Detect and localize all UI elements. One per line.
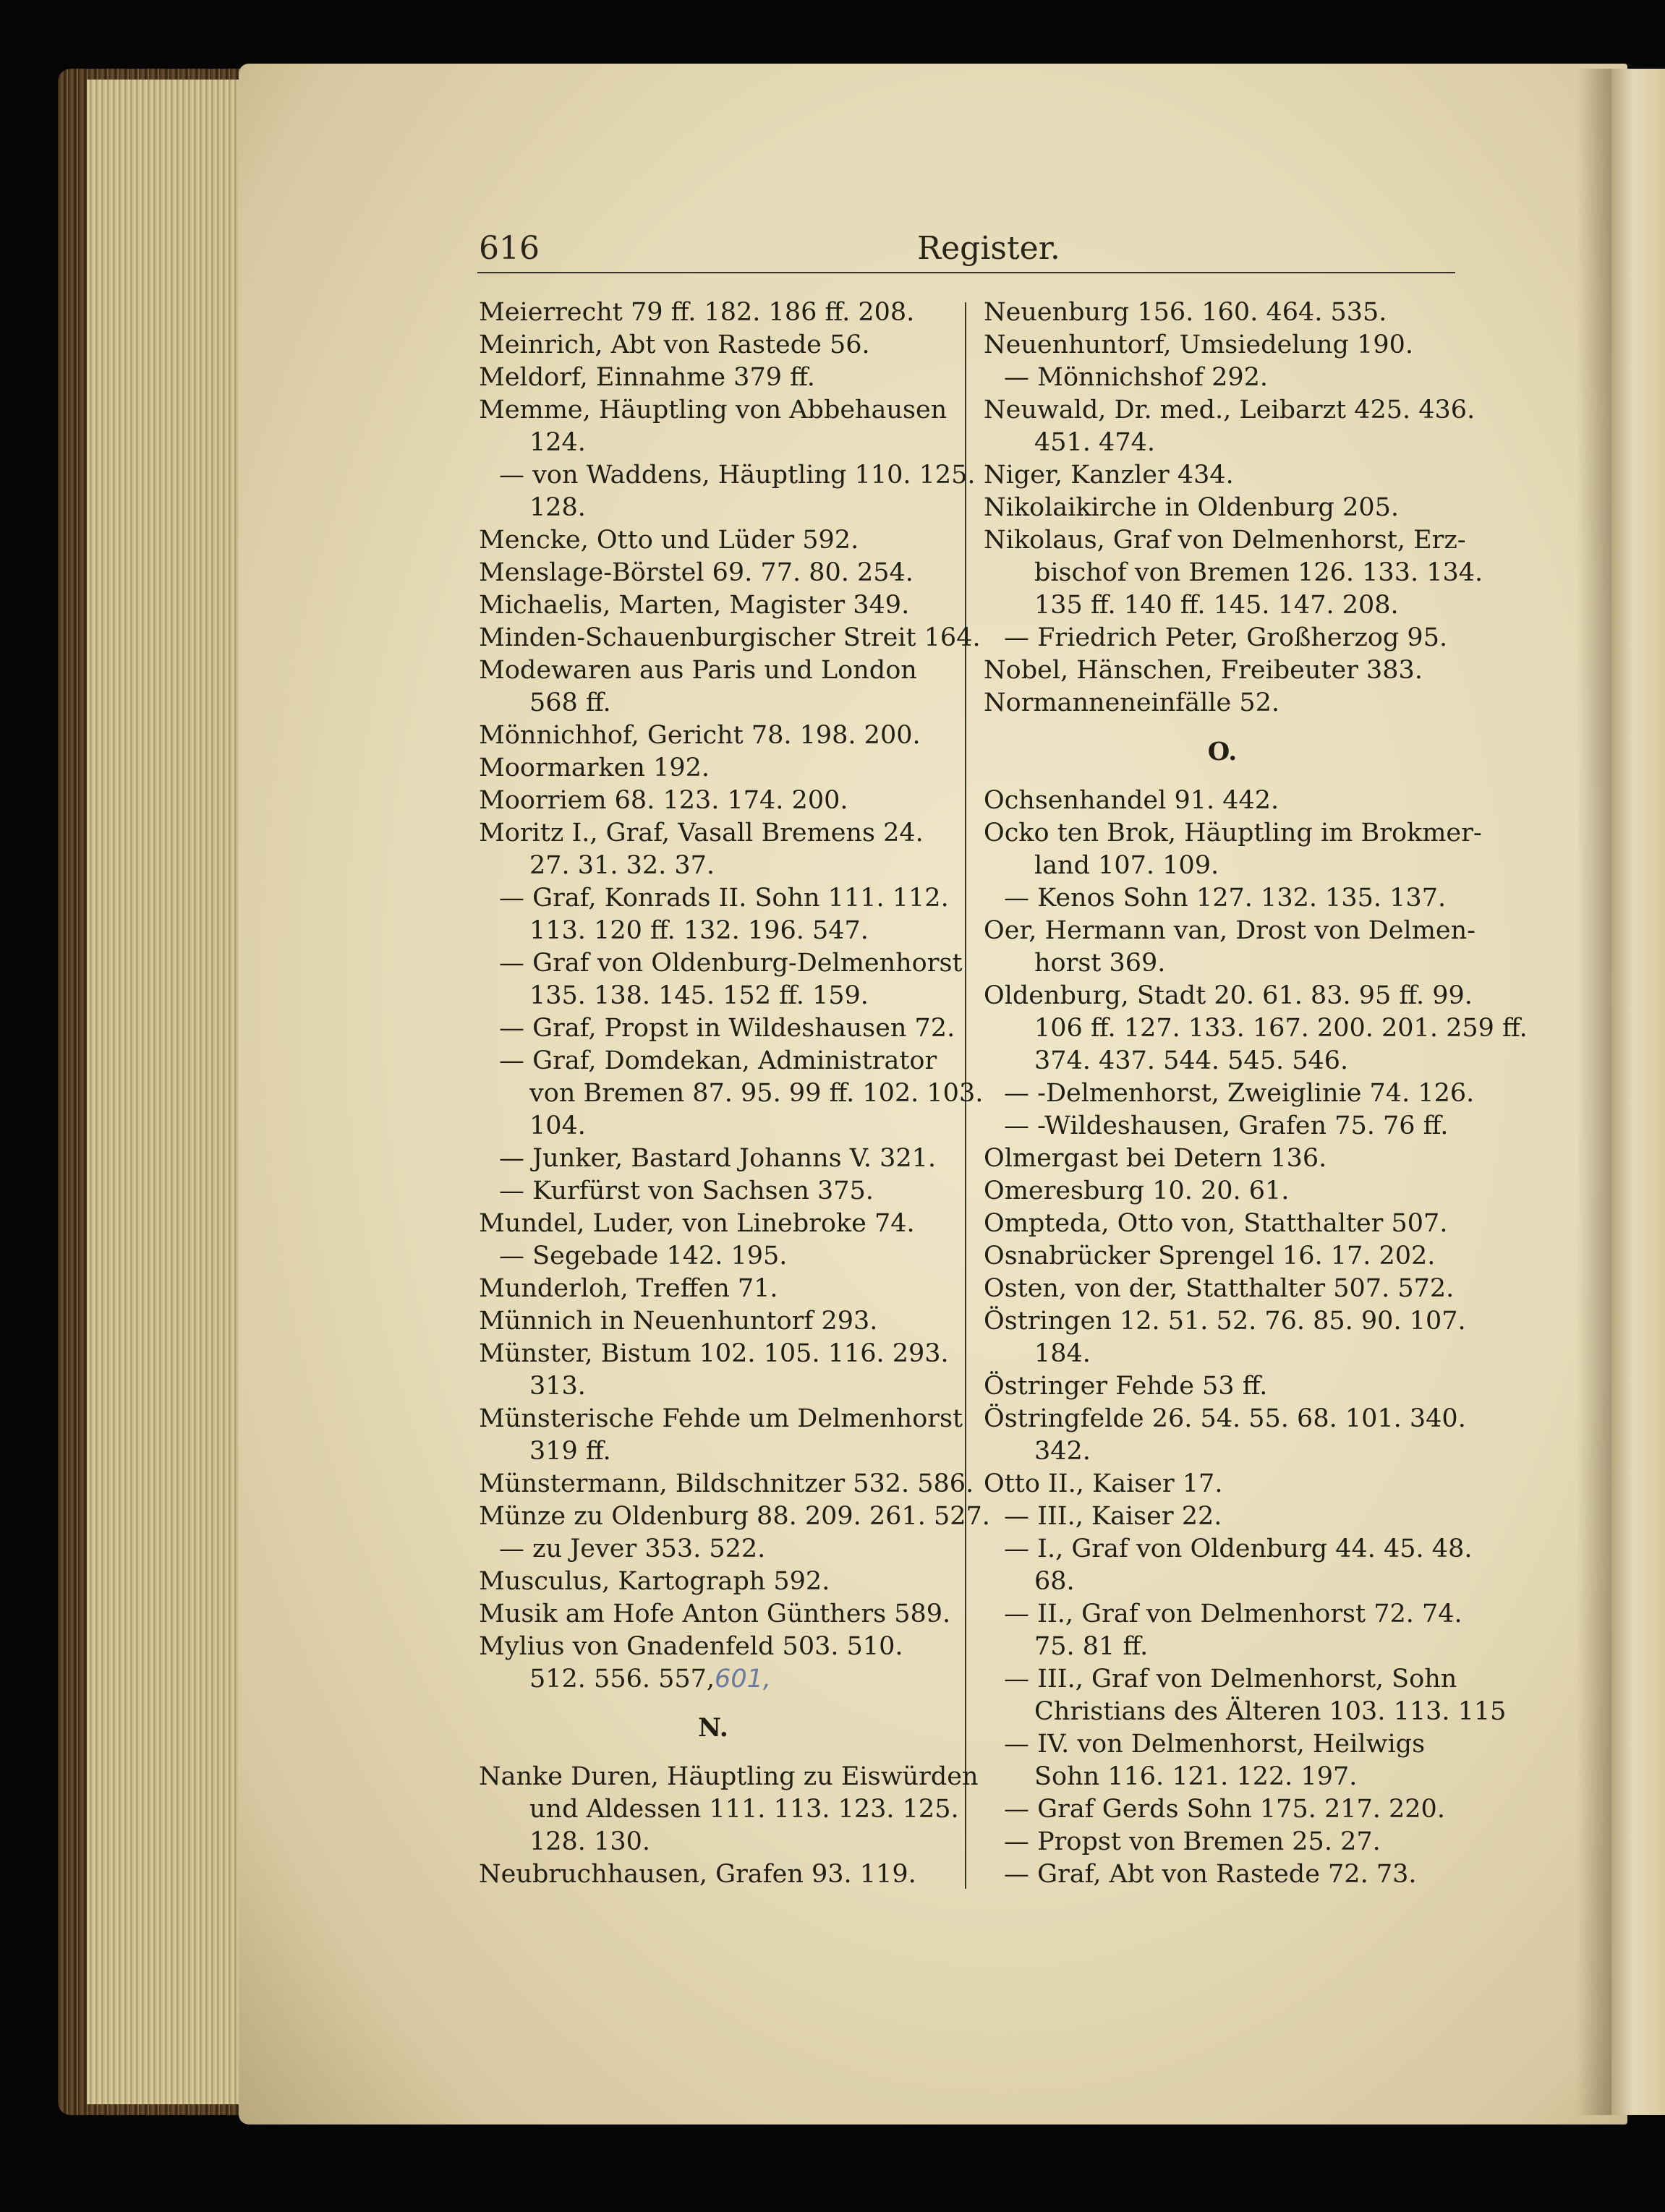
index-entry-text: — -Delmenhorst, Zweiglinie 74. 126. [1004,1079,1475,1108]
index-entry [479,1598,951,1631]
index-entry-text: — Segebade 142. 195. [499,1242,788,1271]
index-entry-text: Oldenburg, Stadt 20. 61. 83. 95 ff. 99. [984,981,1473,1010]
index-entry-text: — I., Graf von Oldenburg 44. 45. 48. [1004,1534,1473,1563]
index-column-left [479,296,990,1891]
index-entry [479,1533,948,1566]
index-entry [984,459,1461,492]
index-entry-text: 124. [529,428,586,457]
index-entry-continuation [984,1012,1528,1045]
index-entry-text: — Friedrich Peter, Großherzog 95. [1004,623,1448,652]
index-entry-text: Menslage-Börstel 69. 77. 80. 254. [479,558,914,587]
index-entry-text: Nikolaus, Graf von Delmenhorst, Erz- [984,526,1466,555]
index-entry-text: 135. 138. 145. 152 ff. 159. [529,981,869,1010]
facing-page-edge [1611,69,1665,2115]
index-entry-text: 313. [529,1372,586,1401]
index-entry [984,492,1461,524]
index-entry [984,296,1461,329]
index-entry-text: Neuenhuntorf, Umsiedelung 190. [984,330,1413,359]
index-entry [984,1663,1461,1696]
index-entry-text: — Mönnichshof 292. [1004,363,1269,392]
index-entry-text: — Junker, Bastard Johanns V. 321. [499,1144,937,1173]
index-entry-text: Niger, Kanzler 434. [984,461,1234,490]
running-head: Register. [917,230,1060,267]
index-entry-text: Östringer Fehde 53 ff. [984,1372,1268,1401]
index-entry-text: 113. 120 ff. 132. 196. 547. [529,916,869,945]
index-entry [984,1110,1461,1143]
index-entry [479,1175,948,1208]
index-entry-text: Östringen 12. 51. 52. 76. 85. 90. 107. [984,1307,1466,1336]
index-entry-text: — Graf Gerds Sohn 175. 217. 220. [1004,1795,1445,1824]
index-entry-continuation [984,1435,1461,1468]
index-entry-text: Michaelis, Marten, Magister 349. [479,591,910,620]
index-entry-text: 104. [529,1111,586,1140]
index-entry [984,394,1475,427]
index-entry-text: Munderloh, Treffen 71. [479,1274,778,1303]
index-entry [984,1077,1475,1110]
index-entry-text: Münnich in Neuenhuntorf 293. [479,1307,878,1336]
index-entry-text: — Kurfürst von Sachsen 375. [499,1177,874,1205]
index-entry [984,1175,1461,1208]
index-entry [984,882,1461,915]
index-entry [984,1208,1461,1240]
index-entry-text: — Graf von Oldenburg-Delmenhorst [499,949,963,978]
index-entry [479,589,948,622]
index-entry [479,719,948,752]
index-entry [479,1566,948,1598]
index-entry-continuation [479,980,948,1012]
index-entry-text: Mencke, Otto und Lüder 592. [479,526,859,555]
index-entry [479,947,963,980]
index-entry-text: 451. 474. [1034,428,1155,457]
index-entry-text: Otto II., Kaiser 17. [984,1469,1223,1498]
index-entry-text: land 107. 109. [1034,851,1219,880]
index-entry-continuation [984,557,1483,589]
index-entry [984,1533,1473,1566]
index-entry-text: 512. 556. 557, [529,1665,715,1694]
index-entry-text: Christians des Älteren 103. 113. 115 [1034,1697,1507,1726]
section-letter: O. [1207,737,1238,766]
index-entry-text: — III., Graf von Delmenhorst, Sohn [1004,1665,1457,1694]
index-entry [479,557,948,589]
index-entry-continuation [984,427,1461,459]
index-entry [479,1338,948,1370]
index-entry-text: Ochsenhandel 91. 442. [984,786,1279,815]
index-entry-text: — Graf, Konrads II. Sohn 111. 112. [499,884,949,913]
index-entry-text: — -Wildeshausen, Grafen 75. 76 ff. [1004,1111,1449,1140]
index-entry-text: Meierrecht 79 ff. 182. 186 ff. 208. [479,298,915,327]
index-entry-text: Musculus, Kartograph 592. [479,1567,830,1596]
index-entry-continuation [479,1663,948,1696]
index-entry [984,1500,1461,1533]
index-entry [479,296,948,329]
index-entry-continuation [479,1826,948,1858]
index-entry-continuation [479,492,948,524]
index-entry [984,362,1461,394]
index-entry [984,524,1466,557]
gutter-shadow [1577,69,1611,2115]
index-entry-text: Meinrich, Abt von Rastede 56. [479,330,870,359]
index-entry [984,1305,1466,1338]
index-entry [984,915,1475,947]
index-entry [984,1793,1461,1826]
index-entry [984,1598,1461,1631]
index-entry-text: 342. [1034,1437,1091,1466]
index-entry-text: — II., Graf von Delmenhorst 72. 74. [1004,1600,1462,1628]
index-entry-text: Münsterische Fehde um Delmenhorst [479,1404,963,1433]
index-entry [984,1273,1461,1305]
index-entry-text: Musik am Hofe Anton Günthers 589. [479,1600,951,1628]
index-entry-text: Moritz I., Graf, Vasall Bremens 24. [479,819,924,847]
index-entry-text: 75. 81 ff. [1034,1632,1149,1661]
index-entry-text: 27. 31. 32. 37. [529,851,715,880]
index-entry [479,1240,948,1273]
index-entry-text: Münster, Bistum 102. 105. 116. 293. [479,1339,949,1368]
index-entry-text: 128. [529,493,586,522]
index-entry-text: von Bremen 87. 95. 99 ff. 102. 103. [529,1079,984,1108]
index-entry-text: und Aldessen 111. 113. 123. 125. [529,1795,959,1824]
handwritten-annotation: 601, [715,1665,771,1694]
index-entry-text: Münze zu Oldenburg 88. 209. 261. 527. [479,1502,990,1531]
index-entry-text: 319 ff. [529,1437,611,1466]
index-entry-text: Modewaren aus Paris und London [479,656,917,685]
index-entry-text: Nikolaikirche in Oldenburg 205. [984,493,1400,522]
index-entry [479,752,948,785]
index-entry-text: Nobel, Hänschen, Freibeuter 383. [984,656,1423,685]
index-entry [479,622,981,654]
index-entry [984,687,1461,719]
index-entry-text: Mundel, Luder, von Linebroke 74. [479,1209,915,1238]
index-entry-text: Ompteda, Otto von, Statthalter 507. [984,1209,1448,1238]
index-entry [984,1826,1461,1858]
index-entry-text: 374. 437. 544. 545. 546. [1034,1046,1349,1075]
index-entry [479,329,948,362]
index-entry-text: 184. [1034,1339,1091,1368]
section-letter: N. [698,1713,728,1743]
index-entry-continuation [984,1761,1461,1793]
index-entry [984,980,1473,1012]
index-entry [479,1208,948,1240]
index-entry [479,882,948,915]
index-entry-text: Meldorf, Einnahme 379 ff. [479,363,815,392]
index-entry-text: Münstermann, Bildschnitzer 532. 586. [479,1469,974,1498]
index-entry-text: Osnabrücker Sprengel 16. 17. 202. [984,1242,1436,1271]
index-entry-continuation [479,427,948,459]
index-entry-text: 68. [1034,1567,1075,1596]
index-entry-text: 128. 130. [529,1827,650,1856]
index-entry [984,1468,1461,1500]
index-entry-text: — zu Jever 353. 522. [499,1534,766,1563]
page-stack-edge [87,80,253,2104]
index-entry [984,1143,1461,1175]
index-entry-text: — IV. von Delmenhorst, Heilwigs [1004,1730,1426,1759]
index-entry [479,1273,948,1305]
index-entry [479,459,976,492]
index-entry [479,1468,974,1500]
index-entry-continuation [479,1435,948,1468]
index-entry [984,1240,1461,1273]
index-entry-text: 135 ff. 140 ff. 145. 147. 208. [1034,591,1399,620]
index-entry-continuation [984,1631,1461,1663]
index-entry-continuation [479,1110,948,1143]
index-entry [479,785,948,817]
index-entry-text: Mylius von Gnadenfeld 503. 510. [479,1632,903,1661]
index-entry [984,329,1461,362]
index-entry [479,1858,948,1891]
index-entry-text: Neubruchhausen, Grafen 93. 119. [479,1860,916,1889]
index-entry [479,362,948,394]
index-entry-text: Nanke Duren, Häuptling zu Eiswürden [479,1762,979,1791]
index-entry-text: bischof von Bremen 126. 133. 134. [1034,558,1483,587]
index-entry-continuation [984,1696,1507,1728]
index-entry [479,1143,948,1175]
header-rule [477,272,1455,273]
index-entry-text: Olmergast bei Detern 136. [984,1144,1327,1173]
page-number: 616 [479,230,540,267]
index-entry-continuation [479,1077,984,1110]
index-column-right [984,296,1528,1891]
index-entry-continuation [984,947,1461,980]
index-entry [479,1012,955,1045]
index-entry-text: 568 ff. [529,688,611,717]
index-entry-text: Ocko ten Brok, Häuptling im Brokmer- [984,819,1482,847]
index-entry-continuation [479,915,948,947]
index-entry-text: — von Waddens, Häuptling 110. 125. [499,461,976,490]
index-entry [479,1631,948,1663]
index-entry [479,1045,948,1077]
index-entry-text: Memme, Häuptling von Abbehausen [479,396,948,424]
index-entry [984,785,1461,817]
index-entry [479,1500,990,1533]
index-entry-text: — Graf, Propst in Wildeshausen 72. [499,1014,955,1043]
index-entry-continuation [984,850,1461,882]
index-entry-text: — Graf, Domdekan, Administrator [499,1046,937,1075]
index-entry-text: — Graf, Abt von Rastede 72. 73. [1004,1860,1417,1889]
index-entry [984,817,1482,850]
index-entry-continuation [479,1793,959,1826]
index-entry-text: Moorriem 68. 123. 174. 200. [479,786,848,815]
index-entry [984,1370,1461,1403]
index-entry [479,817,948,850]
index-entry [479,1305,948,1338]
index-entry [479,1403,963,1435]
index-entry-continuation [984,1045,1461,1077]
index-entry [984,622,1461,654]
index-entry-text: Normanneneinfälle 52. [984,688,1279,717]
index-entry-text: — Propst von Bremen 25. 27. [1004,1827,1381,1856]
index-entry-continuation [984,1338,1461,1370]
index-entry [479,654,948,687]
index-entry-text: Mönnichhof, Gericht 78. 198. 200. [479,721,921,750]
index-entry-text: horst 369. [1034,949,1166,978]
index-entry-text: Neuenburg 156. 160. 464. 535. [984,298,1387,327]
index-entry [984,1403,1466,1435]
index-entry-text: Minden-Schauenburgischer Streit 164. [479,623,981,652]
index-entry-continuation [984,1566,1461,1598]
index-entry-text: — III., Kaiser 22. [1004,1502,1222,1531]
index-entry-text: Moormarken 192. [479,753,710,782]
index-entry-text: Oer, Hermann van, Drost von Delmen- [984,916,1475,945]
index-entry [479,1761,979,1793]
index-entry [479,524,948,557]
index-entry-text: — Kenos Sohn 127. 132. 135. 137. [1004,884,1447,913]
index-entry-continuation [479,1370,948,1403]
index-entry-continuation [479,687,948,719]
index-entry-continuation [984,589,1461,622]
index-entry [984,1728,1461,1761]
index-entry [984,654,1461,687]
index-entry-continuation [479,850,948,882]
index-entry-text: Omeresburg 10. 20. 61. [984,1177,1290,1205]
index-entry [479,394,948,427]
index-entry-text: Osten, von der, Statthalter 507. 572. [984,1274,1455,1303]
index-entry-text: 106 ff. 127. 133. 167. 200. 201. 259 ff. [1034,1014,1528,1043]
index-entry-text: Östringfelde 26. 54. 55. 68. 101. 340. [984,1404,1466,1433]
index-entry-text: Neuwald, Dr. med., Leibarzt 425. 436. [984,396,1475,424]
index-entry-text: Sohn 116. 121. 122. 197. [1034,1762,1358,1791]
index-entry [984,1858,1461,1891]
